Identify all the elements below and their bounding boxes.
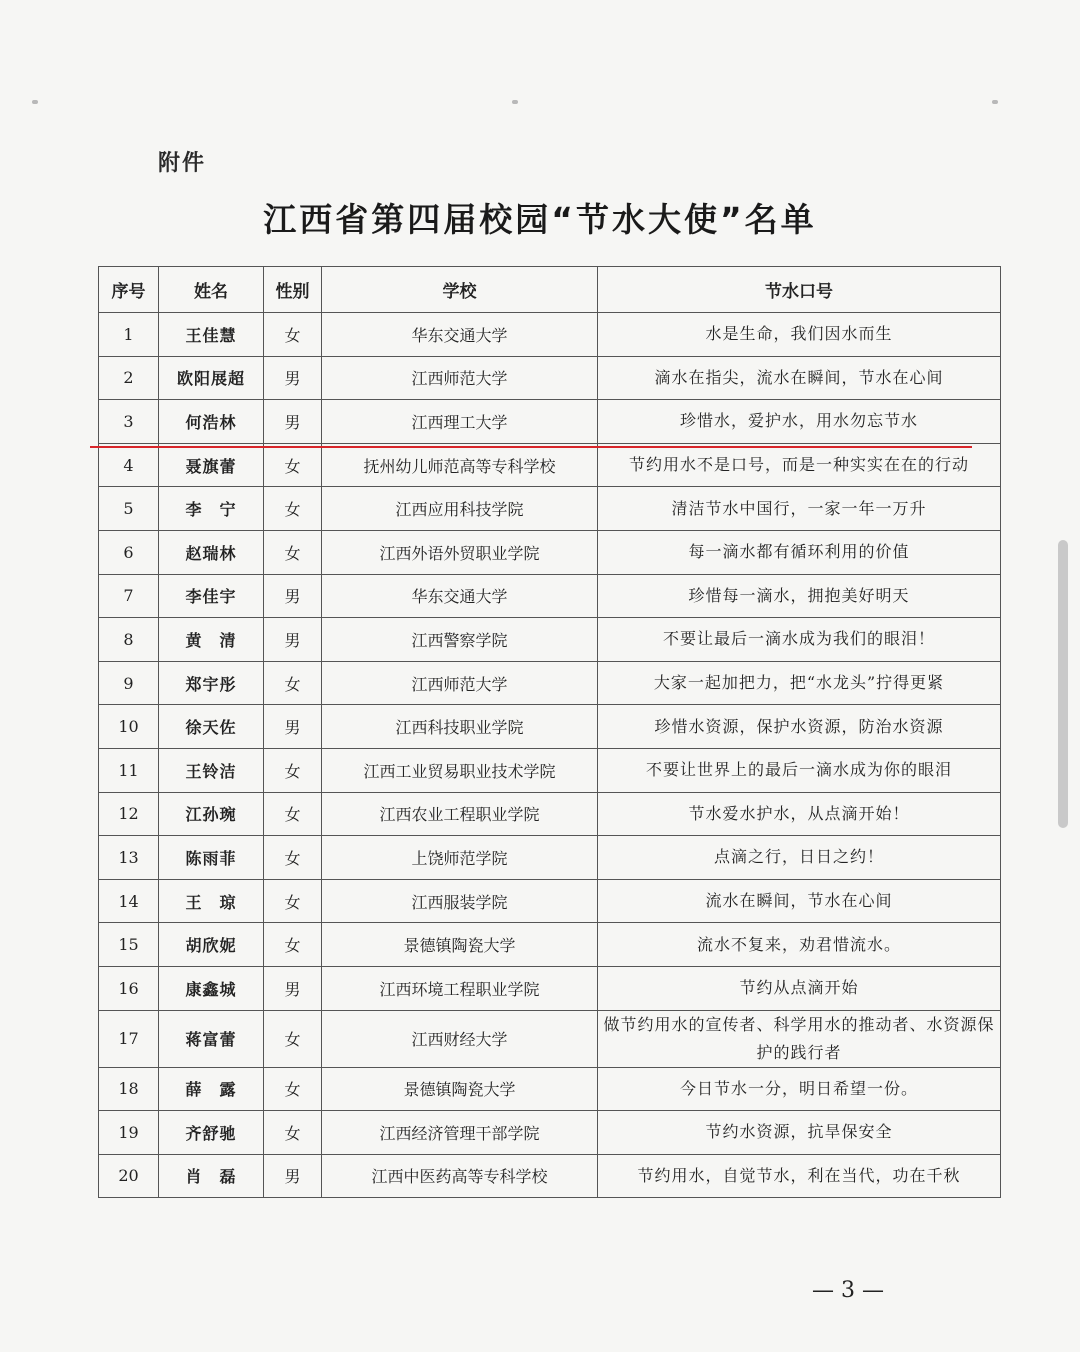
school: 江西科技职业学院: [322, 705, 598, 749]
school: 江西警察学院: [322, 618, 598, 662]
table-row: [99, 443, 1001, 487]
slogan: 滴水在指尖，流水在瞬间，节水在心间: [598, 356, 1001, 400]
school: 抚州幼儿师范高等专科学校: [322, 443, 598, 487]
gender: 女: [264, 313, 322, 357]
row-index: 10: [99, 705, 159, 749]
student-name: 康鑫城: [159, 966, 264, 1010]
school: 江西农业工程职业学院: [322, 792, 598, 836]
slogan: 做节约用水的宣传者、科学用水的推动者、水资源保护的践行者: [598, 1010, 1001, 1067]
header-slogan: 节水口号: [598, 267, 1001, 313]
gender: 女: [264, 487, 322, 531]
row-index: 20: [99, 1154, 159, 1198]
page-title: 江西省第四届校园“节水大使”名单: [263, 200, 817, 239]
student-name: 何浩林: [159, 400, 264, 444]
student-name: 蒋富蕾: [159, 1010, 264, 1067]
header-gender: 性别: [264, 267, 322, 313]
slogan: 今日节水一分，明日希望一份。: [598, 1067, 1001, 1111]
student-name: 胡欣妮: [159, 923, 264, 967]
slogan: 流水在瞬间，节水在心间: [598, 879, 1001, 923]
table-row: [99, 1067, 1001, 1111]
gender: 男: [264, 618, 322, 662]
student-name: 江孙琬: [159, 792, 264, 836]
school: 江西应用科技学院: [322, 487, 598, 531]
table-row: [99, 792, 1001, 836]
gender: 女: [264, 748, 322, 792]
gender: 男: [264, 966, 322, 1010]
scan-mark: [992, 100, 998, 104]
header-index: 序号: [99, 267, 159, 313]
table-row: [99, 487, 1001, 531]
gender: 男: [264, 705, 322, 749]
ambassador-table: [98, 266, 1001, 1198]
slogan: 节约水资源，抗旱保安全: [598, 1111, 1001, 1155]
student-name: 李 宁: [159, 487, 264, 531]
slogan: 大家一起加把力，把“水龙头”拧得更紧: [598, 661, 1001, 705]
row-index: 15: [99, 923, 159, 967]
student-name: 郑宇彤: [159, 661, 264, 705]
gender: 女: [264, 879, 322, 923]
header-school: 学校: [322, 267, 598, 313]
slogan: 节水爱水护水，从点滴开始！: [598, 792, 1001, 836]
gender: 女: [264, 530, 322, 574]
school: 江西中医药高等专科学校: [322, 1154, 598, 1198]
school: 华东交通大学: [322, 574, 598, 618]
table-row: [99, 966, 1001, 1010]
school: 上饶师范学院: [322, 836, 598, 880]
slogan: 珍惜水，爱护水，用水勿忘节水: [598, 400, 1001, 444]
row-index: 3: [99, 400, 159, 444]
school: 江西外语外贸职业学院: [322, 530, 598, 574]
slogan: 珍惜每一滴水，拥抱美好明天: [598, 574, 1001, 618]
scan-mark: [32, 100, 38, 104]
scan-mark: [512, 100, 518, 104]
slogan: 不要让最后一滴水成为我们的眼泪！: [598, 618, 1001, 662]
school: 江西理工大学: [322, 400, 598, 444]
student-name: 王 琼: [159, 879, 264, 923]
table-row: [99, 705, 1001, 749]
gender: 男: [264, 400, 322, 444]
school: 华东交通大学: [322, 313, 598, 357]
gender: 女: [264, 1010, 322, 1067]
row-index: 16: [99, 966, 159, 1010]
table-row: [99, 313, 1001, 357]
table-row: [99, 400, 1001, 444]
row-index: 6: [99, 530, 159, 574]
gender: 女: [264, 1067, 322, 1111]
row-index: 14: [99, 879, 159, 923]
row-index: 1: [99, 313, 159, 357]
gender: 女: [264, 443, 322, 487]
school: 江西师范大学: [322, 661, 598, 705]
table-row: [99, 661, 1001, 705]
row-index: 7: [99, 574, 159, 618]
table-row: [99, 1010, 1001, 1067]
slogan: 每一滴水都有循环利用的价值: [598, 530, 1001, 574]
table-row: [99, 356, 1001, 400]
student-name: 肖 磊: [159, 1154, 264, 1198]
table-row: [99, 530, 1001, 574]
row-index: 19: [99, 1111, 159, 1155]
student-name: 赵瑞林: [159, 530, 264, 574]
slogan: 珍惜水资源，保护水资源，防治水资源: [598, 705, 1001, 749]
red-underline-mark: [90, 446, 972, 448]
row-index: 9: [99, 661, 159, 705]
student-name: 王佳慧: [159, 313, 264, 357]
table-row: [99, 1154, 1001, 1198]
slogan: 节约从点滴开始: [598, 966, 1001, 1010]
row-index: 2: [99, 356, 159, 400]
attachment-label: 附件: [158, 151, 207, 176]
row-index: 18: [99, 1067, 159, 1111]
row-index: 17: [99, 1010, 159, 1067]
page-number: — 3 —: [812, 1278, 884, 1303]
student-name: 王铃洁: [159, 748, 264, 792]
student-name: 陈雨菲: [159, 836, 264, 880]
gender: 女: [264, 836, 322, 880]
table-row: [99, 748, 1001, 792]
row-index: 8: [99, 618, 159, 662]
slogan: 节约用水，自觉节水，利在当代，功在千秋: [598, 1154, 1001, 1198]
school: 景德镇陶瓷大学: [322, 1067, 598, 1111]
row-index: 13: [99, 836, 159, 880]
table-row: [99, 1111, 1001, 1155]
row-index: 4: [99, 443, 159, 487]
gender: 女: [264, 792, 322, 836]
gender: 男: [264, 356, 322, 400]
table-row: [99, 618, 1001, 662]
table-row: [99, 879, 1001, 923]
row-index: 5: [99, 487, 159, 531]
row-index: 11: [99, 748, 159, 792]
school: 江西师范大学: [322, 356, 598, 400]
school: 江西环境工程职业学院: [322, 966, 598, 1010]
slogan: 点滴之行，日日之约！: [598, 836, 1001, 880]
gender: 女: [264, 661, 322, 705]
student-name: 齐舒驰: [159, 1111, 264, 1155]
scrollbar-thumb[interactable]: [1058, 540, 1068, 828]
student-name: 薛 露: [159, 1067, 264, 1111]
gender: 女: [264, 923, 322, 967]
student-name: 欧阳展超: [159, 356, 264, 400]
table-row: [99, 574, 1001, 618]
school: 景德镇陶瓷大学: [322, 923, 598, 967]
student-name: 李佳宇: [159, 574, 264, 618]
school: 江西工业贸易职业技术学院: [322, 748, 598, 792]
header-name: 姓名: [159, 267, 264, 313]
table-row: [99, 923, 1001, 967]
school: 江西经济管理干部学院: [322, 1111, 598, 1155]
row-index: 12: [99, 792, 159, 836]
table-header-row: [99, 267, 1001, 313]
slogan: 节约用水不是口号，而是一种实实在在的行动: [598, 443, 1001, 487]
gender: 女: [264, 1111, 322, 1155]
student-name: 聂旗蕾: [159, 443, 264, 487]
slogan: 不要让世界上的最后一滴水成为你的眼泪: [598, 748, 1001, 792]
student-name: 徐天佐: [159, 705, 264, 749]
school: 江西财经大学: [322, 1010, 598, 1067]
table-row: [99, 836, 1001, 880]
slogan: 流水不复来，劝君惜流水。: [598, 923, 1001, 967]
school: 江西服装学院: [322, 879, 598, 923]
gender: 男: [264, 1154, 322, 1198]
slogan: 清洁节水中国行，一家一年一万升: [598, 487, 1001, 531]
gender: 男: [264, 574, 322, 618]
student-name: 黄 清: [159, 618, 264, 662]
slogan: 水是生命，我们因水而生: [598, 313, 1001, 357]
